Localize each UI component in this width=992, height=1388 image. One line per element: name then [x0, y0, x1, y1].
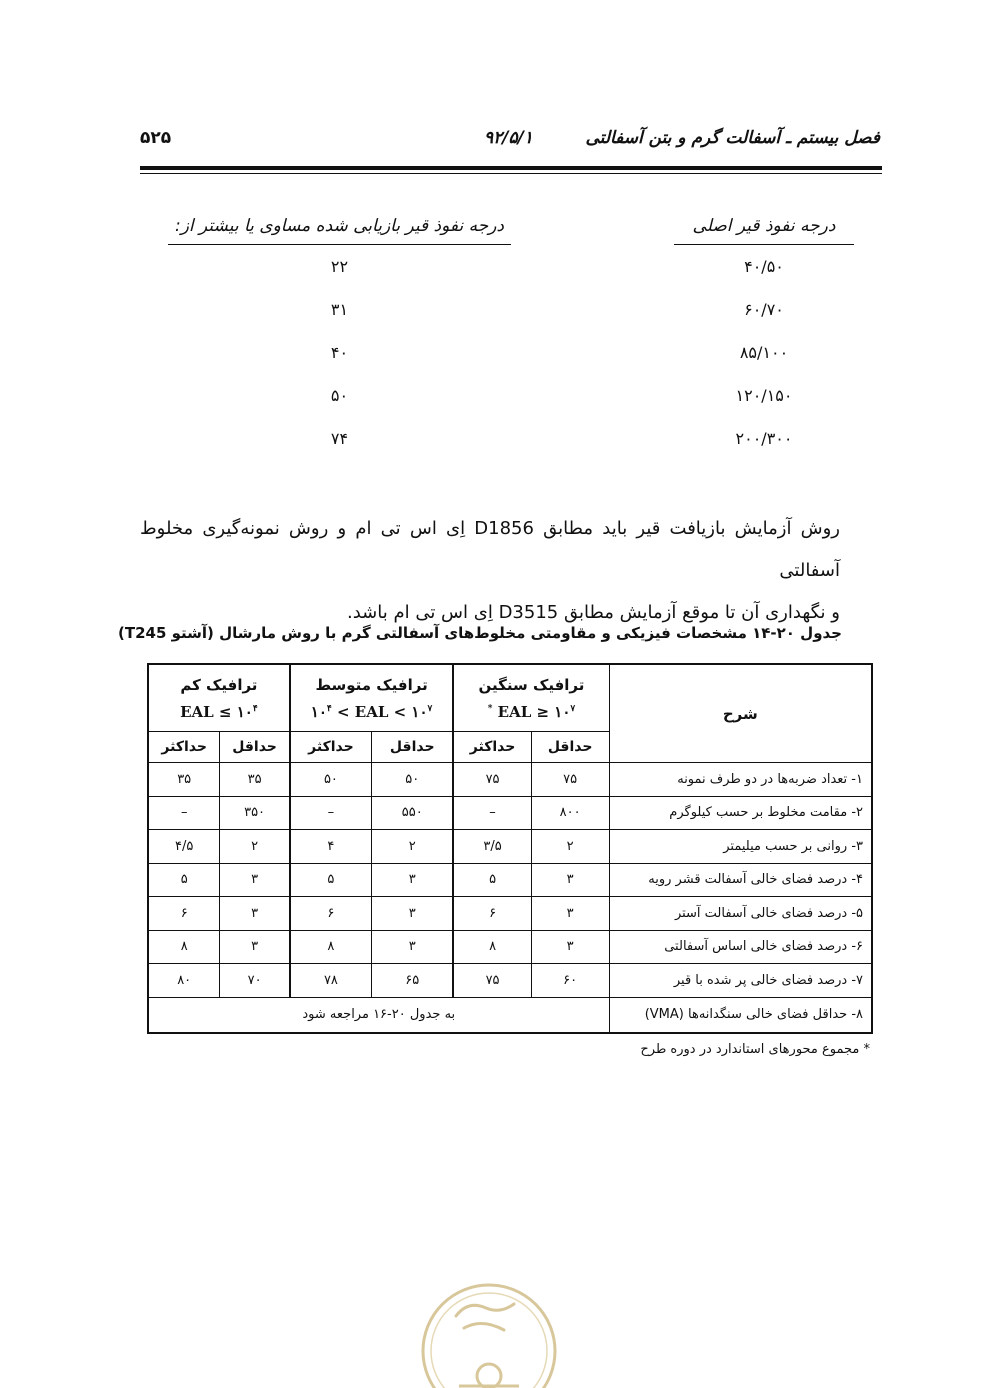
table-row: ۷- درصد فضای خالی پر شده با قیر ۶۰ ۷۵ ۶۵ ۷۸ ۷۰ ۸۰: [148, 964, 872, 998]
recovered-grade-heading: درجه نفوذ قیر بازیابی شده مساوی یا بیشتر از:: [168, 216, 511, 245]
desc-header: شرح: [609, 664, 872, 763]
grade-value: ۵۰: [330, 386, 349, 405]
table-row: ۵- درصد فضای خالی آسفالت آستر ۳ ۶ ۳ ۶ ۳ ۶: [148, 897, 872, 931]
header-date: ۹۲/۵/۱: [484, 128, 533, 148]
grade-value: ۳۱: [330, 300, 349, 319]
original-grade-heading: درجه نفوذ قیر اصلی: [674, 216, 854, 245]
heavy-traffic-header: ترافیک سنگین * EAL ≥ $۱۰^۷$: [453, 664, 609, 732]
body-paragraph: [140, 508, 840, 634]
grade-value: ۲۲: [330, 257, 349, 276]
recovered-grade-column: [168, 216, 511, 460]
grade-value: ۱۲۰/۱۵۰: [735, 386, 793, 405]
max-header: حداکثر: [148, 732, 220, 763]
table-row: ۲- مقامت مخلوط بر حسب کیلوگرم ۸۰۰ – ۵۵۰ – ۳۵۰ –: [148, 796, 872, 830]
min-header: حداقل: [220, 732, 290, 763]
grade-value: ۷۴: [330, 429, 349, 448]
grade-value: ۶۰/۷۰: [744, 300, 784, 319]
medium-traffic-header: ترافیک متوسط $۱۰^۴$ < EAL < $۱۰^۷$: [290, 664, 454, 732]
page-number: ۵۲۵: [140, 128, 172, 148]
min-header: حداقل: [372, 732, 454, 763]
original-grade-column: [674, 216, 854, 460]
header-rule-thick: [140, 166, 882, 170]
max-header: حداکثر: [290, 732, 372, 763]
grade-value: ۴۰: [330, 343, 349, 362]
paragraph-line: روش آزمایش بازیافت قیر باید مطابق D1856 اِی اس تی ام و روش نمونه‌گیری مخلوط آسفالتی: [140, 518, 840, 581]
min-header: حداقل: [531, 732, 609, 763]
table-row: ۶- درصد فضای خالی اساس آسفالتی ۳ ۸ ۳ ۸ ۳ ۸: [148, 930, 872, 964]
table-caption: جدول ۲۰-۱۴ مشخصات فیزیکی و مقاومتی مخلوط‌های آسفالتی گرم با روش مارشال (آشتو T245): [117, 624, 842, 642]
vma-desc: ۸- حداقل فضای خالی سنگدانه‌ها (VMA): [609, 997, 872, 1033]
max-header: حداکثر: [453, 732, 531, 763]
chapter-title: فصل بیستم ـ آسفالت گرم و بتن آسفالتی: [585, 128, 880, 148]
header-rule-thin: [140, 173, 882, 174]
paragraph-line: و نگهداری آن تا موقع آزمایش مطابق D3515 اِی اس تی ام باشد.: [346, 602, 840, 623]
vma-note: به جدول ۲۰-۱۶ مراجعه شود: [148, 997, 609, 1033]
watermark-seal-icon: [414, 1276, 564, 1388]
grade-value: ۲۰۰/۳۰۰: [735, 429, 793, 448]
table-row: ۳- روانی بر حسب میلیمتر ۲ ۳/۵ ۲ ۴ ۲ ۴/۵: [148, 830, 872, 864]
table-row: ۴- درصد فضای خالی آسفالت قشر رویه ۳ ۵ ۳ ۵ ۳ ۵: [148, 863, 872, 897]
table-row: [148, 997, 872, 1033]
footnote: * مجموع محورهای استاندارد در دوره طرح: [640, 1042, 870, 1057]
grade-value: ۴۰/۵۰: [744, 257, 784, 276]
table-row: ۱- تعداد ضربه‌ها در دو طرف نمونه ۷۵ ۷۵ ۵۰ ۵۰ ۳۵ ۳۵: [148, 763, 872, 797]
light-traffic-header: ترافیک کم EAL ≤ $۱۰^۴$: [148, 664, 290, 732]
grade-value: ۸۵/۱۰۰: [739, 343, 789, 362]
marshall-table: [147, 663, 873, 1034]
